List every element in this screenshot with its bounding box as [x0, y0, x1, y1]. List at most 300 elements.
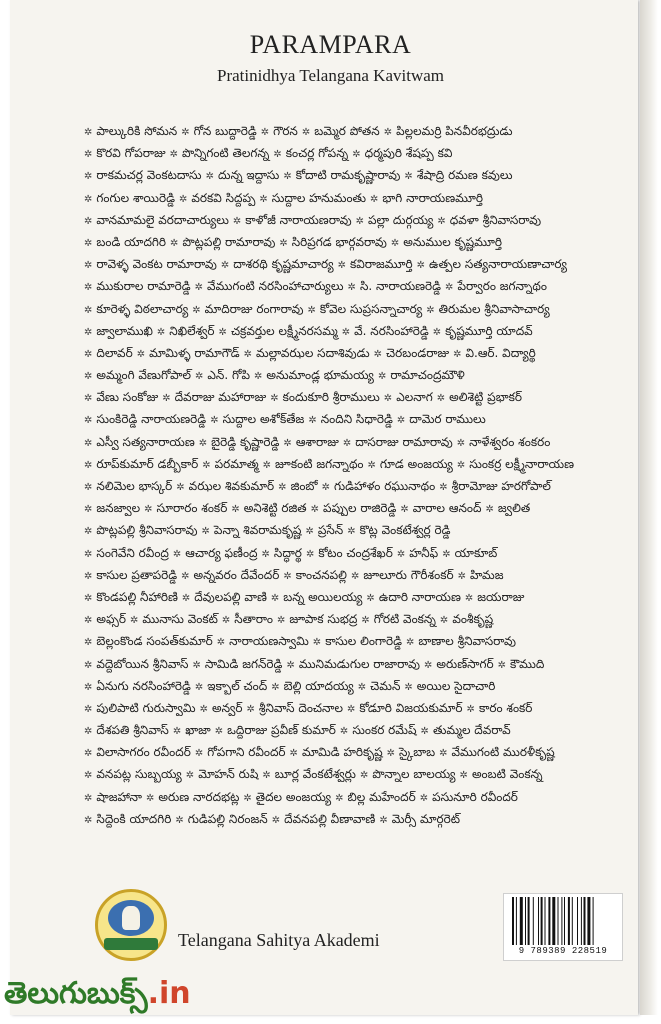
poet-row	[80, 253, 640, 275]
poet-row	[80, 408, 640, 430]
star-separator-icon: ✲	[84, 526, 93, 538]
star-separator-icon: ✲	[289, 748, 298, 760]
isbn-barcode	[510, 897, 614, 945]
poet-name: వద్దెబోయిన శ్రీనివాస్	[96, 656, 189, 671]
poet-row	[80, 431, 640, 453]
star-separator-icon: ✲	[192, 304, 201, 316]
star-separator-icon: ✲	[373, 348, 383, 360]
poet-name: సామిడి జగన్‌రెడ్డి	[204, 656, 283, 671]
star-separator-icon: ✲	[396, 415, 406, 427]
star-separator-icon: ✲	[243, 792, 252, 804]
poet-name: చక్రవర్తుల లక్ష్మీనరసమ్మ	[230, 323, 338, 338]
barcode-bar	[577, 897, 578, 945]
poet-row	[80, 630, 640, 652]
poet-name: వంశీకృష్ణ	[452, 612, 494, 627]
star-separator-icon: ✲	[181, 592, 191, 604]
poet-name: గోపగాని రవీందర్	[207, 745, 286, 760]
barcode-bar	[525, 897, 526, 945]
poet-name: కోటం చంద్రశేఖర్	[318, 545, 393, 560]
poet-row	[80, 275, 640, 297]
star-separator-icon: ✲	[310, 504, 320, 516]
star-separator-icon: ✲	[156, 326, 166, 338]
star-separator-icon: ✲	[84, 570, 93, 582]
poet-name: హిమజ	[469, 567, 504, 582]
poet-name: ఒద్దిరాజు ప్రవీణ్ కుమార్	[227, 723, 336, 738]
poet-name: మోహన్ రుషి	[198, 767, 259, 782]
star-separator-icon: ✲	[175, 814, 184, 826]
star-separator-icon: ✲	[144, 504, 153, 516]
poet-name: కాసుల ప్రతాపరెడ్డి	[96, 567, 178, 582]
poet-name: అలిశెట్టి ప్రభాకర్	[449, 390, 523, 405]
poet-name: ప్రసేన్	[317, 523, 344, 538]
star-separator-icon: ✲	[84, 215, 93, 227]
star-separator-icon: ✲	[377, 371, 387, 383]
poet-name: ఆచార్య ఫణీంద్ర	[185, 545, 258, 560]
star-separator-icon: ✲	[278, 482, 287, 493]
star-separator-icon: ✲	[84, 482, 93, 493]
star-separator-icon: ✲	[221, 615, 231, 627]
star-separator-icon: ✲	[420, 726, 429, 738]
publisher-name: Telangana Sahitya Akademi	[178, 930, 380, 950]
poet-name: మెర్సీ మార్గరెట్	[391, 811, 461, 826]
barcode-bar	[516, 897, 517, 945]
poet-name: కందుకూరి శ్రీరాములు	[282, 390, 380, 405]
star-separator-icon: ✲	[84, 637, 93, 649]
poet-name: కంచర్ల గోపన్న	[285, 146, 349, 161]
poet-name: సిద్ధార్థ	[273, 545, 302, 560]
poet-name: సిద్దెంకి యాదగిరి	[96, 811, 172, 826]
poet-name: మాదిరాజు రంగారావు	[204, 301, 304, 316]
star-separator-icon: ✲	[370, 193, 379, 205]
poet-name: షాజహానా	[96, 789, 143, 804]
poet-name: కారం శంకర్	[478, 700, 533, 715]
poet-name: పొట్లపల్లి శ్రీనివాసరావు	[96, 523, 198, 538]
book-title: PARAMPARA	[249, 30, 412, 59]
poet-name: ఎలనాగ	[396, 390, 433, 405]
poet-name: సుంకర్ర లక్ష్మీనారాయణ	[469, 456, 574, 471]
star-separator-icon: ✲	[301, 127, 311, 138]
star-separator-icon: ✲	[305, 548, 315, 560]
star-separator-icon: ✲	[308, 415, 317, 427]
poet-list	[80, 120, 640, 830]
star-separator-icon: ✲	[178, 193, 188, 205]
poet-name: ఉదారి నారాయణ	[378, 589, 461, 604]
poet-name: దున్న ఇద్దాసు	[217, 168, 280, 183]
star-separator-icon: ✲	[192, 659, 201, 671]
poet-name: దేవులపల్లి వాణి	[194, 589, 267, 604]
poet-name: దాసరాజు రామారావు	[355, 434, 453, 449]
poet-name: నందిని సిధారెడ్డి	[320, 412, 393, 427]
poet-row	[80, 564, 640, 586]
barcode-bar	[581, 897, 582, 945]
star-separator-icon: ✲	[84, 726, 93, 738]
poet-name: అంబటి వెంకన్న	[471, 767, 543, 782]
star-separator-icon: ✲	[439, 748, 448, 760]
poet-row	[80, 675, 640, 697]
star-separator-icon: ✲	[84, 348, 93, 360]
poet-name: బండి యాదగిరి	[96, 234, 167, 249]
poet-name: ఏనుగు నరసింహారెడ్డి	[96, 678, 191, 693]
barcode-bar	[533, 897, 534, 945]
barcode-bar	[528, 897, 530, 945]
star-separator-icon: ✲	[453, 348, 462, 360]
star-separator-icon: ✲	[271, 681, 280, 693]
star-separator-icon: ✲	[84, 260, 93, 272]
poet-row	[80, 586, 640, 608]
star-separator-icon: ✲	[464, 592, 474, 604]
poet-name: దాశరథి కృష్ణమాచార్య	[233, 257, 334, 272]
star-separator-icon: ✲	[286, 659, 295, 671]
poet-name: అరుణ నారదభట్ల	[158, 789, 240, 804]
poet-row	[80, 342, 640, 364]
poet-name: వేణు సంకోజు	[96, 390, 159, 405]
poet-name: కౌముది	[510, 656, 545, 671]
poet-row	[80, 653, 640, 675]
star-separator-icon: ✲	[84, 127, 93, 138]
poet-name: బాణాల శ్రీనివాసరావు	[418, 634, 517, 649]
poet-name: అయిల సైదాచారి	[416, 678, 496, 693]
star-separator-icon: ✲	[339, 726, 349, 738]
poet-row	[80, 697, 640, 719]
poet-name: జనజ్వాల	[96, 501, 141, 516]
poet-name: గంగుల శాయిరెడ్డి	[96, 190, 175, 205]
poet-name: కోడూరి విజయకుమార్	[359, 700, 463, 715]
star-separator-icon: ✲	[386, 748, 396, 760]
poet-name: అనుముల కృష్ణమూర్తి	[403, 234, 503, 249]
star-separator-icon: ✲	[321, 482, 331, 493]
poet-name: ముకురాల రామారెడ్డి	[96, 279, 191, 294]
poet-name: పసునూరి రవీందర్	[432, 789, 518, 804]
poet-row	[80, 231, 640, 253]
poet-name: మామిళ్ళ రామాగౌడ్	[149, 345, 240, 360]
star-separator-icon: ✲	[416, 260, 426, 272]
barcode-bar	[593, 897, 594, 945]
star-separator-icon: ✲	[457, 570, 466, 582]
star-separator-icon: ✲	[181, 127, 190, 138]
poet-name: యాకూబ్	[454, 545, 498, 560]
star-separator-icon: ✲	[497, 659, 506, 671]
star-separator-icon: ✲	[172, 548, 182, 560]
poet-name: పొన్నిగంటి తెలగన్న	[181, 146, 270, 161]
watermark-suffix: .in	[147, 976, 191, 1011]
barcode-bar	[520, 897, 523, 945]
poet-name: సుంకిరెడ్డి నారాయణరెడ్డి	[96, 412, 207, 427]
barcode-bar	[512, 897, 514, 945]
poet-name: అరుణ్‌సాగర్	[436, 656, 494, 671]
barcode-bar	[561, 897, 562, 945]
poet-name: మల్లావఝల సదాశివుడు	[255, 345, 370, 360]
poet-name: సుద్దాల అశోక్‌తేజ	[222, 412, 305, 427]
poet-row	[80, 519, 640, 541]
star-separator-icon: ✲	[423, 659, 433, 671]
poet-name: పిల్లలమర్రి పినవీరభద్రుడు	[396, 124, 513, 138]
star-separator-icon: ✲	[439, 482, 448, 493]
poet-name: ఆశారాజు	[295, 434, 339, 449]
star-separator-icon: ✲	[84, 193, 93, 205]
poet-row	[80, 298, 640, 320]
poet-name: సుద్దాల హనుమంతు	[271, 190, 367, 205]
star-separator-icon: ✲	[283, 171, 292, 183]
star-separator-icon: ✲	[283, 437, 292, 449]
barcode-bar	[587, 897, 590, 945]
star-separator-icon: ✲	[199, 703, 208, 715]
star-separator-icon: ✲	[261, 548, 270, 560]
barcode-bar	[568, 897, 570, 945]
poet-name: పల్లా దుర్గయ్య	[367, 212, 434, 227]
poet-name: శేషాద్రి రమణ కవులు	[416, 168, 513, 183]
star-separator-icon: ✲	[456, 437, 466, 449]
star-separator-icon: ✲	[205, 171, 214, 183]
poet-name: ఎస్వీ సత్యనారాయణ	[96, 434, 195, 449]
star-separator-icon: ✲	[84, 393, 93, 405]
poet-name: గౌరన	[273, 124, 298, 138]
barcode-bar	[584, 897, 586, 945]
star-separator-icon: ✲	[84, 548, 93, 560]
poet-name: బైరెడ్డి కృష్ణారెడ్డి	[211, 434, 280, 449]
poet-name: ఖాజా	[185, 723, 211, 738]
poet-name: రావెళ్ళ వెంకట రామారావు	[96, 257, 217, 272]
poet-name: పెన్నా శివరామకృష్ణ	[213, 523, 302, 538]
star-separator-icon: ✲	[194, 371, 204, 383]
barcode-bar	[545, 897, 546, 945]
star-separator-icon: ✲	[305, 526, 314, 538]
star-separator-icon: ✲	[84, 748, 93, 760]
star-separator-icon: ✲	[202, 459, 211, 471]
poet-row	[80, 120, 640, 142]
poet-name: పేర్వారం జగన్నాథం	[457, 279, 547, 294]
poet-name: కాంచనపల్లి	[295, 567, 347, 582]
star-separator-icon: ✲	[260, 127, 270, 138]
star-separator-icon: ✲	[259, 193, 268, 205]
poet-name: జ్వలిత	[497, 501, 531, 516]
poet-name: నలిమెల భాస్కర్	[96, 479, 173, 493]
star-separator-icon: ✲	[383, 127, 393, 138]
star-separator-icon: ✲	[218, 326, 227, 338]
star-separator-icon: ✲	[366, 592, 375, 604]
poet-name: వనపట్ల సుబ్బయ్య	[96, 767, 182, 782]
site-watermark	[4, 976, 191, 1018]
star-separator-icon: ✲	[347, 703, 356, 715]
poet-name: కృష్ణమూర్తి యాదవ్	[445, 323, 533, 338]
poet-name: రామాచంద్రమౌళి	[390, 368, 465, 383]
barcode-bar	[572, 897, 573, 945]
star-separator-icon: ✲	[404, 171, 413, 183]
book-subtitle: Pratinidhya Telangana Kavitwam	[217, 66, 444, 85]
star-separator-icon: ✲	[201, 526, 210, 538]
star-separator-icon: ✲	[210, 415, 219, 427]
watermark-text: తెలుగుబుక్స్	[4, 976, 148, 1011]
poet-name: మునాసు వెంకట్	[142, 612, 218, 627]
star-separator-icon: ✲	[181, 570, 190, 582]
poet-name: వరకవి సిద్దప్ప	[191, 190, 256, 205]
star-separator-icon: ✲	[84, 592, 93, 604]
star-separator-icon: ✲	[283, 570, 292, 582]
poet-row	[80, 741, 640, 763]
poet-name: ఉత్పల సత్యనారాయణాచార్య	[429, 257, 568, 272]
poet-name: కోదాటి రామకృష్ణారావు	[295, 168, 401, 183]
poet-name: కూరెళ్ళ విఠలాచార్య	[96, 301, 189, 316]
poet-name: సుంకర రమేష్	[352, 723, 417, 738]
star-separator-icon: ✲	[194, 282, 204, 294]
star-separator-icon: ✲	[84, 415, 93, 427]
poet-name: అన్నవరం దేవేందర్	[193, 567, 280, 582]
star-separator-icon: ✲	[84, 171, 93, 183]
poet-name: రూప్‌కుమార్ డబ్బీకార్	[96, 456, 199, 471]
poet-name: చెరబండరాజు	[386, 345, 450, 360]
star-separator-icon: ✲	[347, 282, 356, 294]
poet-name: చెమన్	[370, 678, 401, 693]
poet-name: బెల్లంకొండ సంపత్‌కుమార్	[96, 634, 213, 649]
poet-name: వే. నరసింహారెడ్డి	[354, 323, 429, 338]
poet-name: పాల్కురికి సోమన	[96, 124, 178, 138]
star-separator-icon: ✲	[456, 459, 466, 471]
poet-name: బిల్ల మహేందర్	[347, 789, 416, 804]
poet-name: నాళేశ్వరం శంకరం	[469, 434, 551, 449]
poet-name: జూకంటి జగన్నాథం	[275, 456, 364, 471]
star-separator-icon: ✲	[439, 615, 449, 627]
star-separator-icon: ✲	[419, 792, 429, 804]
poet-row	[80, 719, 640, 741]
star-separator-icon: ✲	[361, 615, 370, 627]
isbn-number: 9 789389 228519	[518, 946, 608, 956]
star-separator-icon: ✲	[359, 770, 369, 782]
poet-name: కొరవి గోపరాజు	[96, 146, 166, 161]
poet-name: తిరుమల శ్రీనివాసాచార్య	[438, 301, 550, 316]
star-separator-icon: ✲	[445, 282, 454, 294]
star-separator-icon: ✲	[341, 326, 351, 338]
poet-name: జయరాజు	[477, 589, 525, 604]
star-separator-icon: ✲	[136, 348, 146, 360]
star-separator-icon: ✲	[84, 282, 93, 294]
logo-figure-icon	[122, 906, 140, 930]
poet-name: వేముగంటి నరసింహాచార్యులు	[207, 279, 344, 294]
star-separator-icon: ✲	[216, 637, 226, 649]
poet-name: పప్పుల రాజిరెడ్డి	[323, 501, 397, 516]
poet-name: గుడిపల్లి నిరంజన్	[187, 811, 268, 826]
barcode-bar	[548, 897, 550, 945]
star-separator-icon: ✲	[84, 437, 93, 449]
poet-name: కొట్ల వెంకటేశ్వర్ల రెడ్డి	[359, 523, 451, 538]
poet-name: శ్రీనివాస్ దెంచనాల	[258, 700, 344, 715]
poet-name: ధవళా శ్రీనివాసరావు	[449, 212, 542, 227]
star-separator-icon: ✲	[262, 459, 272, 471]
star-separator-icon: ✲	[367, 459, 376, 471]
poet-name: గోరటి వెంకన్న	[373, 612, 436, 627]
poet-name: అఫ్సర్	[96, 612, 126, 627]
barcode-bar	[558, 897, 559, 945]
star-separator-icon: ✲	[312, 637, 322, 649]
poet-name: నారాయణస్వామి	[229, 634, 309, 649]
poet-name: దిలావర్	[96, 345, 133, 360]
poet-name: ఇక్బాల్ చంద్	[207, 678, 268, 693]
star-separator-icon: ✲	[84, 703, 93, 715]
star-separator-icon: ✲	[262, 770, 271, 782]
star-separator-icon: ✲	[355, 215, 364, 227]
poet-name: గోన బుద్దారెడ్డి	[193, 124, 257, 138]
poet-name: దేశపతి శ్రీనివాస్	[96, 723, 169, 738]
poet-name: అనిశెట్టి రజిత	[243, 501, 307, 516]
star-separator-icon: ✲	[485, 504, 494, 516]
poet-name: కాసుల లింగారెడ్డి	[325, 634, 402, 649]
poet-name: సిరిప్రగడ భార్గవరావు	[291, 234, 387, 249]
poet-row	[80, 164, 640, 186]
star-separator-icon: ✲	[185, 770, 195, 782]
poet-name: పొన్నాల బాలయ్య	[372, 767, 456, 782]
poet-row	[80, 209, 640, 231]
barcode-bar	[541, 897, 543, 945]
star-separator-icon: ✲	[84, 237, 93, 249]
star-separator-icon: ✲	[243, 348, 252, 360]
poet-name: బెల్లి యాదయ్య	[283, 678, 354, 693]
poet-name: హనీఫ్	[409, 545, 439, 560]
star-separator-icon: ✲	[436, 393, 446, 405]
poet-row	[80, 187, 640, 209]
star-separator-icon: ✲	[270, 393, 279, 405]
poet-name: జూలూరు గౌరీశంకర్	[363, 567, 454, 582]
star-separator-icon: ✲	[383, 393, 393, 405]
star-separator-icon: ✲	[437, 215, 446, 227]
star-separator-icon: ✲	[357, 681, 367, 693]
poet-name: బూర్ల వేంకటేశ్వర్లు	[274, 767, 356, 782]
barcode-bar	[538, 897, 539, 945]
star-separator-icon: ✲	[246, 703, 255, 715]
star-separator-icon: ✲	[335, 792, 344, 804]
poet-row	[80, 608, 640, 630]
star-separator-icon: ✲	[404, 681, 413, 693]
poet-name: గూడ అంజయ్య	[379, 456, 453, 471]
star-separator-icon: ✲	[271, 814, 281, 826]
star-separator-icon: ✲	[273, 149, 282, 161]
poet-name: శ్రీరామోజు హరగోపాల్	[451, 479, 551, 493]
star-separator-icon: ✲	[170, 237, 179, 249]
poet-name: దేవనపల్లి వీణావాణి	[284, 811, 376, 826]
poet-name: సీతారాం	[234, 612, 273, 627]
poet-name: బమ్మెర పోతన	[314, 124, 380, 138]
star-separator-icon: ✲	[194, 748, 204, 760]
star-separator-icon: ✲	[231, 504, 240, 516]
star-separator-icon: ✲	[198, 437, 208, 449]
poet-name: కవిరాజమూర్తి	[349, 257, 413, 272]
star-separator-icon: ✲	[172, 726, 182, 738]
star-separator-icon: ✲	[194, 681, 204, 693]
poet-name: అన్వర్	[211, 700, 243, 715]
star-separator-icon: ✲	[342, 437, 352, 449]
poet-name: వి.ఆర్. విద్యార్థి	[465, 345, 536, 360]
poet-name: మామిడి హరికృష్ణ	[301, 745, 383, 760]
star-separator-icon: ✲	[162, 393, 171, 405]
logo-ribbon-icon	[104, 938, 158, 950]
star-separator-icon: ✲	[442, 548, 451, 560]
star-separator-icon: ✲	[84, 615, 93, 627]
star-separator-icon: ✲	[214, 726, 224, 738]
poet-name: దామెర రాములు	[409, 412, 486, 427]
poet-name: కొండపల్లి నీహారిణి	[96, 589, 178, 604]
star-separator-icon: ✲	[254, 371, 263, 383]
star-separator-icon: ✲	[176, 482, 185, 493]
star-separator-icon: ✲	[396, 548, 406, 560]
barcode-bar	[552, 897, 555, 945]
poet-row	[80, 364, 640, 386]
poet-row	[80, 808, 640, 830]
poet-name: సూరారం శంకర్	[156, 501, 228, 516]
poet-name: భాగి నారాయణమూర్తి	[382, 190, 483, 205]
poet-name: పరమాత్మ	[214, 456, 259, 471]
poet-row	[80, 320, 640, 342]
star-separator-icon: ✲	[307, 304, 316, 316]
star-separator-icon: ✲	[405, 637, 415, 649]
poet-name: సంగెవేని రవీంద్ర	[96, 545, 169, 560]
poet-row	[80, 542, 640, 564]
